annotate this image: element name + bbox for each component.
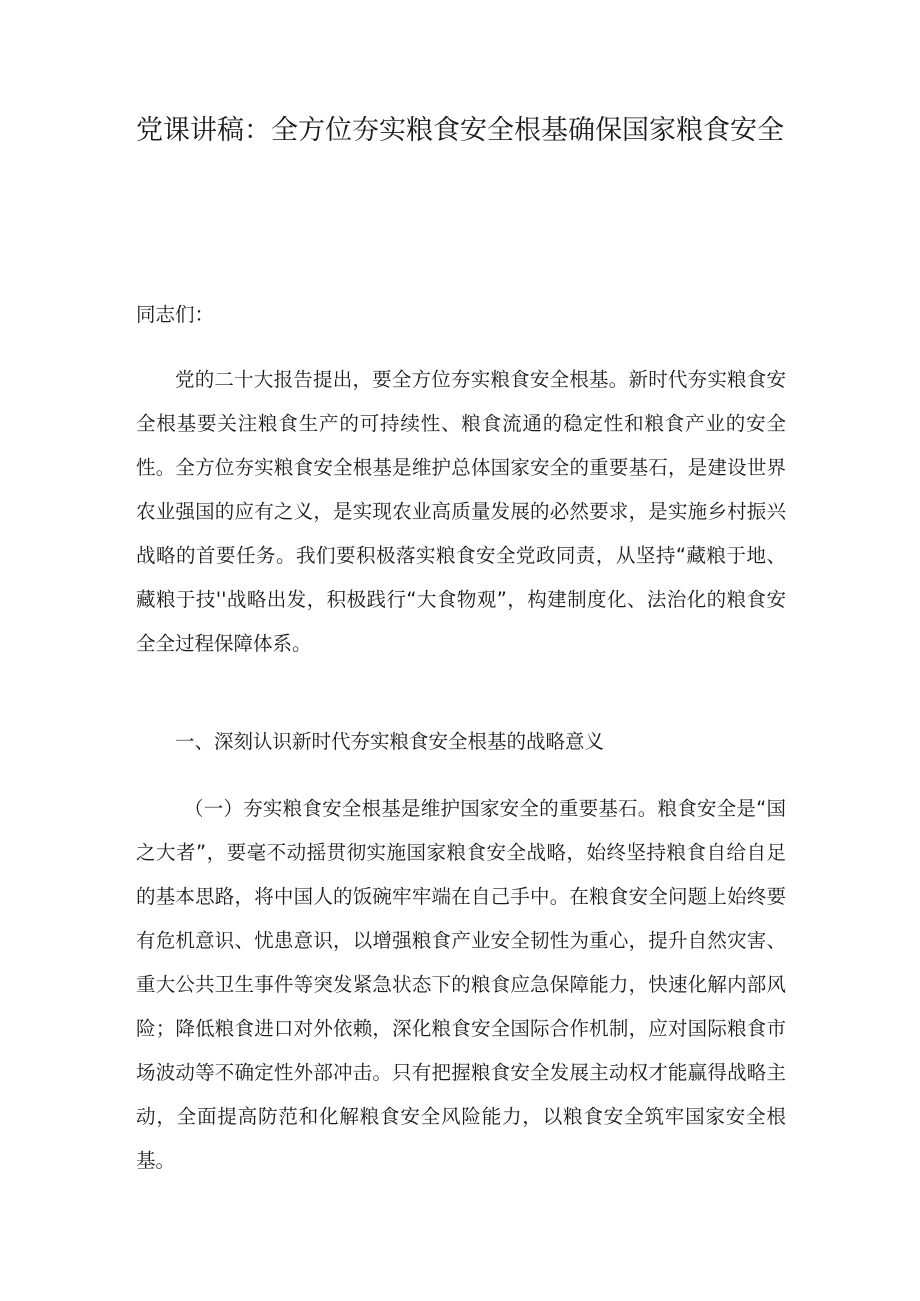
paragraph-section-1-1: （一）夯实粮食安全根基是维护国家安全的重要基石。粮食安全是“国之大者”，要毫不动摇贯彻实施国家粮食安全战略，始终坚持粮食自给自足的基本思路，将中国人的饭碗牢牢端在自己手中。在粮食安全问题上始终要有危机意识、忧患意识，以增强粮食产业安全韧性为重心，提升自然灾害、重大公共卫生事件等突发紧急状态下的粮食应急保障能力，快速化解内部风险；降低粮食进口对外依赖，深化粮食安全国际合作机制，应对国际粮食市场波动等不确定性外部冲击。只有把握粮食安全发展主动权才能赢得战略主动，全面提高防范和化解粮食安全风险能力，以粮食安全筑牢国家安全根基。 bbox=[136, 797, 786, 1172]
document-title: 党课讲稿：全方位夯实粮食安全根基确保国家粮食安全 bbox=[136, 115, 784, 146]
paragraph-intro: 党的二十大报告提出，要全方位夯实粮食安全根基。新时代夯实粮食安全根基要关注粮食生产的可持续性、粮食流通的稳定性和粮食产业的安全性。全方位夯实粮食安全根基是维护总体国家安全的重要基石，是建设世界农业强国的应有之义，是实现农业高质量发展的必然要求，是实施乡村振兴战略的首要任务。我们要积极落实粮食安全党政同责，从坚持“藏粮于地、藏粮于技''战略出发，积极践行“大食物观”，构建制度化、法治化的粮食安全全过程保障体系。 bbox=[136, 368, 786, 655]
salutation: 同志们： bbox=[136, 303, 215, 326]
section-heading: 一、深刻认识新时代夯实粮食安全根基的战略意义 bbox=[175, 730, 605, 753]
